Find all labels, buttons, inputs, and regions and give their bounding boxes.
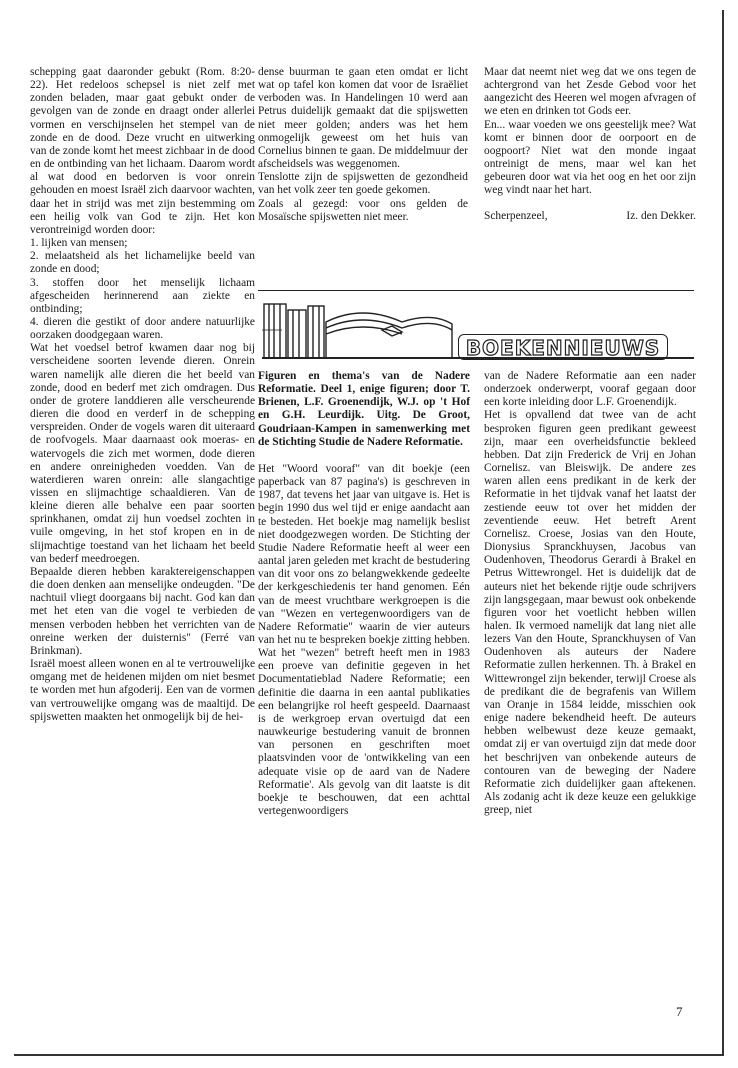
- paragraph: schepping gaat daaronder gebukt (Rom. 8:20-22). Het redeloos schepsel is niet zelf met zonden beladen, maar gaat gebukt onder de gevolgen van de zonde en draagt onder allerlei vormen en verschijnselen het stempel van de zonde en de dood. Deze vrucht en uitwerking van de zonde komt het meest zichbaar in de dood en de ontbinding van het lichaam. Daarom wordt al wat dood en bedorven is voor onrein gehouden en moest Israël zich daarvoor wachten, daar het in strijd was met zijn bestemming om een heilig volk van God te zijn. Het kon verontreinigd worden door:: [30, 66, 255, 236]
- signature-author: Iz. den Dekker.: [626, 209, 696, 222]
- paragraph: Bepaalde dieren hebben karaktereigenschappen die doen denken aan menselijke ondeugden. "De nachtuil vliegt doorgaans bij nacht. God kan dan met het eten van die vogel te verbieden de mensen verboden hebben het verrichten van de onreine werken der duisternis" (Ferré van Brinkman).: [30, 565, 255, 657]
- list-item: 1. lijken van mensen;: [30, 237, 128, 250]
- section-divider: [258, 290, 694, 291]
- boekennieuws-banner: [262, 300, 694, 360]
- paragraph: dense buurman te gaan eten omdat er licht wat op tafel kon komen dat voor de Israëliet verboden was. In Handelingen 10 werd aan Petrus duidelijk gemaakt dat die spijswetten niet meer golden; anders was het hem onmogelijk geweest om het huis van Cornelius binnen te gaan. De middelmuur der afscheidsels was weggenomen.: [258, 66, 468, 171]
- review-column-right: [484, 370, 696, 817]
- paragraph: Maar dat neemt niet weg dat we ons tegen de achtergrond van het Zesde Gebod voor het aangezicht des Heeren wel mogen afvragen of we eten en drinken tot Gods eer.: [484, 66, 696, 118]
- paragraph: Het "Woord vooraf" van dit boekje (een paperback van 87 pagina's) is geschreven in 1987, dat tevens het jaar van uitgave is. Het is begin 1990 dus wel tijd er enige aandacht aan te besteden. Het boekje mag namelijk beslist niet doodgezwegen worden. De Stichting der Studie Nadere Reformatie heeft al weer een aantal jaren geleden met kracht de bestudering van dit voor ons zo belangwekkende gedeelte der kerkgeschiedenis ter hand genomen. Eén van de meest vruchtbare werkgroepen is die van "Wezen en vertegenwoordigers van de Nadere Reformatie" waarin de vier auteurs van het nu te bespreken boekje zitting hebben. Wat het "wezen" betreft heeft men in 1983 een proeve van definitie gegeven in het Documentatieblad Nadere Reformatie; een definitie die daarna in een aantal publikaties een belangrijke rol heeft gespeeld. Daarnaast is de werkgroep ervan overtuigd dat een nauwkeurige bestudering vanuit de bronnen van personen en geschriften moet plaatsvinden voor de 'ontwikkeling van een adequate visie op de aard van de Nadere Reformatie'. Als gevolg van dit laatste is dit boekje te beschouwen, dat een achttal vertegenwoordigers: [258, 462, 470, 817]
- paragraph: Wat het voedsel betrof kwamen daar nog bij verscheidene soorten levende dieren. Onrein waren namelijk alle dieren die het beeld van zonde, dood en bederf met zich omdragen. Dus onder de grotere landdieren alle verscheurende dieren die dood en verderf in de schepping verspreiden. Onder de vogels waren dit uiteraard de roofvogels. Maar daarnaast ook moeras- en watervogels die zich met wormen, dode dieren en andere onreinigheden voedden. Van de waterdieren waren onrein: alle slangachtige vissen en slijmachtige schaaldieren. Van de kleine dieren alle behalve een paar soorten sprinkhanen, omdat zij hun voedsel zochten in vuile omgeving, in het stof kropen en in de slijmachtige toestand van het lichaam het beeld van bederf meedroegen.: [30, 342, 255, 565]
- middle-column-top: [258, 66, 468, 224]
- paragraph: van de Nadere Reformatie aan een nader onderzoek onderwerpt, vooraf gegaan door een korte inleiding door L.F. Groenendijk.: [484, 370, 696, 409]
- paragraph: Tenslotte zijn de spijswetten de gezondheid van het volk zeer ten goede gekomen.: [258, 171, 468, 197]
- page-number: 7: [676, 1004, 683, 1019]
- paragraph: En... waar voeden we ons geestelijk mee? Wat komt er binnen door de oorpoort en de oogpoort? Niet wat den monde ingaat ontreinigt de mens, maar wel kan het gebeuren door wat via het oog en het oor zijn weg vindt naar het hart.: [484, 118, 696, 197]
- left-column: [30, 66, 255, 724]
- list-item: 4. dieren die gestikt of door andere natuurlijke oorzaken doodgegaan waren.: [30, 315, 255, 342]
- section-title: BOEKENNIEUWS: [458, 334, 668, 360]
- paragraph: Israël moest alleen wonen en al te vertrouwelijke omgang met de heidenen mijden om niet besmet te worden met hun afgoderij. Een van de vormen van vertrouwelijke omgang was de maaltijd. De spijswetten maakten het onmogelijk bij de hei-: [30, 658, 255, 723]
- list-item: 2. melaatsheid als het lichamelijke beeld van zonde en dood;: [30, 250, 255, 276]
- signature-place: Scherpenzeel,: [484, 209, 548, 222]
- paragraph: Zoals al gezegd: voor ons gelden de Mosaïsche spijswetten niet meer.: [258, 197, 468, 223]
- right-column-top: [484, 66, 696, 223]
- review-column-middle: [258, 370, 470, 818]
- list-item: 3. stoffen door het menselijk lichaam afgescheiden herinnerend aan ziekte en ontbinding;: [30, 276, 255, 315]
- paragraph: Het is opvallend dat twee van de acht besproken figuren geen predikant geweest zijn, maar een overheidsfunctie bekleed hebben. Dat zijn Frederick de Vrij en Johan Cornelisz. van Bleiswijk. De andere zes waren allen eens predikant in de kerk der Reformatie in het tijdvak vanaf het laatst der zestiende eeuw tot over het midden der zeventiende eeuw. Het betreft Arent Cornelisz. Croese, Josias van den Houte, Dionysius Spranckhuysen, Jacobus van Oudenhoven, Theodorus Gerardi à Brakel en Petrus Wittewrongel. Het is duidelijk dat de auteurs niet het bekende rijtje oude schrijvers zijn langsgegaan, maar bewust ook onbekende figuren voor het voetlicht hebben willen halen. Ik vermoed namelijk dat lang niet alle lezers Van den Houte, Spranckhuysen of Van Oudenhoven als auteurs der Nadere Reformatie zullen herkennen. Th. à Brakel en Wittewrongel zijn bekender, terwijl Croese als de predikant die de begrafenis van Willem van Oranje in 1584 leidde, misschien ook enige nadere bekendheid heeft. De auteurs hebben welbewust deze keuze gemaakt, omdat zij er van overtuigd zijn dat mede door het beschrijven van onbekende auteurs de contouren van de beweging der Nadere Reformatie zich duidelijker gaan aftekenen. Als zodanig acht ik deze keuze een gelukkige greep, niet: [484, 409, 696, 817]
- signature: [484, 210, 696, 223]
- review-heading: Figuren en thema's van de Nadere Reformatie. Deel 1, enige figuren; door T. Brienen, L.F. Groenendijk, W.J. op 't Hof en G.H. Leurdijk. Uitg. De Groot, Goudriaan-Kampen in samenwerking met de Stichting Studie de Nadere Reformatie.: [258, 370, 470, 448]
